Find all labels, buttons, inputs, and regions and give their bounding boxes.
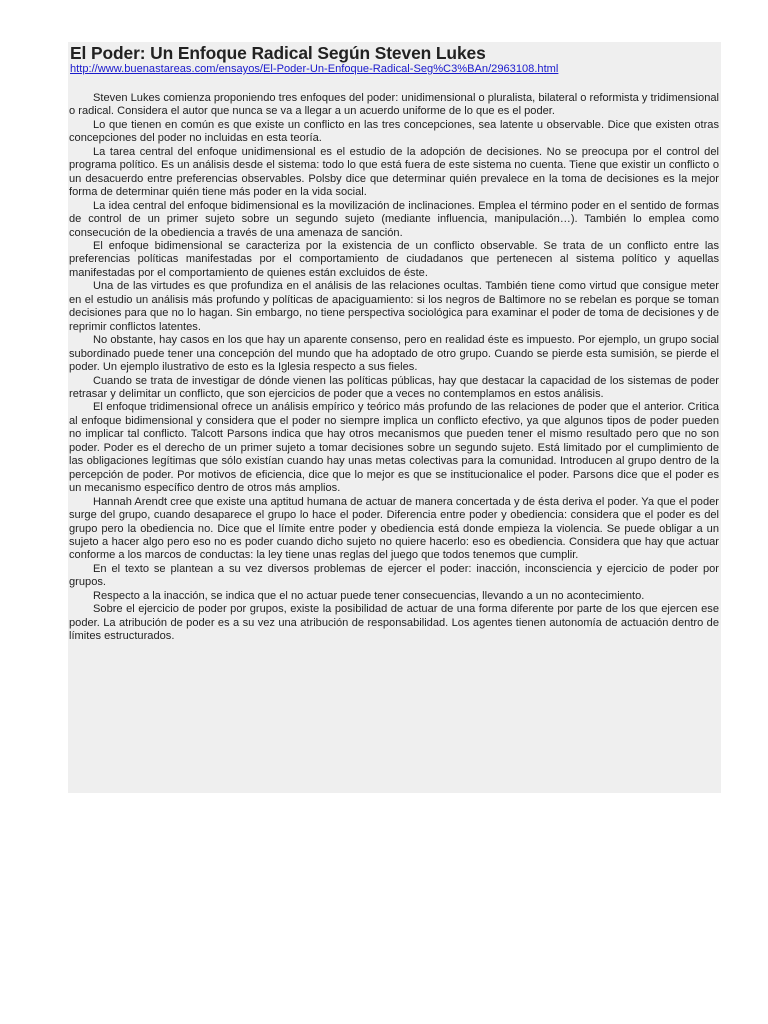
source-url-link[interactable]: http://www.buenastareas.com/ensayos/El-Poder-Un-Enfoque-Radical-Seg%C3%BAn/2963108.html bbox=[70, 63, 559, 75]
paragraph: Cuando se trata de investigar de dónde vienen las políticas públicas, hay que destacar la capacidad de los sistemas de poder retrasar y delimitar un conflicto, que son ejercicios de poder que a veces no contemplamos en estos análisis. bbox=[69, 374, 719, 400]
paragraph: El enfoque tridimensional ofrece un análisis empírico y teórico más profundo de las relaciones de poder que el anterior. Critica al enfoque bidimensional y considera que el poder no siempre implica un conflicto efectivo, ya que algunos tipos de poder pueden no implicar tal conflicto. Talcott Parsons indica que hay otros mecanismos que pueden tener el mismo resultado pero que no son poder. Poder es el derecho de un primer sujeto a tomar decisiones sobre un segundo sujeto. Está limitado por el cumplimiento de las obligaciones legítimas que sólo existían cuando hay unas metas colectivas para la comunidad. Introducen al grupo dentro de la percepción de poder. Por motivos de eficiencia, dice que lo mejor es que se institucionalice el poder. Parsons dice que el poder es un mecanismo específico dentro de otros más amplios. bbox=[69, 401, 719, 495]
paragraph: Steven Lukes comienza proponiendo tres enfoques del poder: unidimensional o pluralista, bilateral o reformista y tridimensional o radical. Considera el autor que nunca se va a llegar a un acuerdo uniforme de lo que es el poder. bbox=[69, 92, 719, 118]
paragraph: Una de las virtudes es que profundiza en el análisis de las relaciones ocultas. También tiene como virtud que consigue meter en el estudio un análisis más profundo y políticas de apaciguamiento: si los negros de Baltimore no se rebelan es porque se toman decisiones para que no lo hagan. Sin embargo, no tiene perspectiva sociológica para examinar el poder de toma de decisiones y de reprimir conflictos latentes. bbox=[69, 280, 719, 333]
paragraph: Hannah Arendt cree que existe una aptitud humana de actuar de manera concertada y de ésta deriva el poder. Ya que el poder surge del grupo, cuando desaparece el grupo lo hace el poder. Diferencia entre poder y obediencia: considera que el poder es del grupo pero la obediencia no. Dice que el límite entre poder y obediencia está donde empieza la violencia. Se puede obligar a un sujeto a hacer algo pero eso no es poder cuando dicho sujeto no quiere hacerlo: eso es obediencia. Considera que hay que actuar conforme a los marcos de conductas: la ley tiene unas reglas del juego que todos tenemos que cumplir. bbox=[69, 495, 719, 562]
paragraph: En el texto se plantean a su vez diversos problemas de ejercer el poder: inacción, inconsciencia y ejercicio de poder por grupos. bbox=[69, 562, 719, 589]
paragraph: Sobre el ejercicio de poder por grupos, existe la posibilidad de actuar de una forma diferente por parte de los que ejercen ese poder. La atribución de poder es a su vez una atribución de responsabilidad. Los agentes tienen autonomía de actuación dentro de límites estructurados. bbox=[69, 603, 719, 643]
document-title: El Poder: Un Enfoque Radical Según Steven Lukes bbox=[70, 43, 486, 63]
paragraph: Lo que tienen en común es que existe un conflicto en las tres concepciones, sea latente u observable. Dice que existen otras concepciones del poder no incluidas en esta teoría. bbox=[69, 118, 719, 145]
paragraph: La idea central del enfoque bidimensional es la movilización de inclinaciones. Emplea el término poder en el sentido de formas de control de un primer sujeto sobre un segundo sujeto (mediante influencia, manipulación…). También lo emplea como consecución de la obediencia a través de una amenaza de sanción. bbox=[69, 199, 719, 239]
paragraph: La tarea central del enfoque unidimensional es el estudio de la adopción de decisiones. No se preocupa por el control del programa político. Es un análisis desde el sistema: todo lo que está fuera de este sistema no cuenta. Tiene que existir un conflicto o un desacuerdo entre preferencias observables. Polsby dice que determinar quién prevalece en la toma de decisiones es la mejor forma de determinar quién tiene más poder en la vida social. bbox=[69, 145, 719, 199]
document-body bbox=[0, 92, 768, 644]
paragraph: Respecto a la inacción, se indica que el no actuar puede tener consecuencias, llevando a un no acontecimiento. bbox=[93, 589, 645, 602]
paragraph: El enfoque bidimensional se caracteriza por la existencia de un conflicto observable. Se trata de un conflicto entre las preferencias políticas manifestadas por el comportamiento de ciudadanos que pertenecen al sistema político y aquellas manifestadas por el comportamiento de quienes están excluidos de éste. bbox=[69, 239, 719, 279]
paragraph: No obstante, hay casos en los que hay un aparente consenso, pero en realidad éste es impuesto. Por ejemplo, un grupo social subordinado puede tener una concepción del mundo que ha adoptado de otro grupo. Cuando se pierde esta sumisión, se pierde el poder. Un ejemplo ilustrativo de esto es la Iglesia respecto a sus fieles. bbox=[69, 334, 719, 374]
